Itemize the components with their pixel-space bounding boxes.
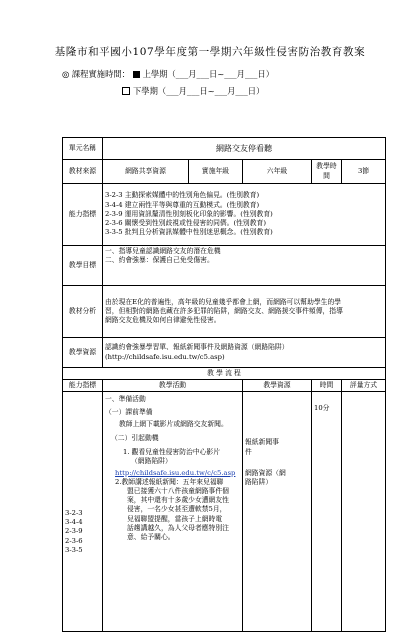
flow-indicator-code: 3-4-4	[65, 518, 83, 527]
indicator-item: 3-3-5 批判且分析資訊媒體中性別迷思概念。(性別教育)	[105, 228, 273, 237]
column-resource: 教學資源	[243, 380, 312, 392]
activity-text: 盟已接獲六十八件孩童網路事件個	[127, 487, 229, 496]
activity-subheading: （二）引起動機	[111, 434, 159, 443]
flow-assessment	[342, 392, 386, 632]
checked-box-icon[interactable]	[133, 71, 140, 78]
first-semester-option: 上學期（___月___日~___月___日）	[142, 69, 275, 79]
analysis-line: 網路交友危機及如何自律避免性侵害。	[105, 316, 221, 325]
unit-label: 單元名稱	[63, 138, 103, 160]
schedule-second-semester	[122, 85, 264, 97]
resource-text: 件	[245, 447, 252, 456]
resource-row	[63, 338, 386, 368]
indicator-item: 2-3-6 關懷受到性別歧視或性侵害的同儕。(性別教育)	[105, 219, 266, 228]
grade-label: 實施年級	[189, 160, 243, 184]
goal-list	[103, 246, 386, 286]
analysis-text	[103, 286, 386, 338]
activity-text: 話趨講越久，為人父母者應特別注	[127, 523, 229, 532]
schedule-first-semester	[62, 68, 274, 80]
unchecked-box-icon[interactable]	[122, 87, 130, 95]
second-semester-option: 下學期（___月___日~___月___日）	[133, 86, 265, 96]
document-title: 基隆市和平國小107學年度第一學期六年級性侵害防治教育教案	[54, 46, 366, 58]
time-label: 教學時間	[312, 160, 342, 184]
analysis-label: 教材分析	[63, 286, 103, 338]
analysis-row	[63, 286, 386, 338]
activity-text: （網路陷阱）	[131, 457, 172, 466]
column-activity: 教學活動	[103, 380, 243, 392]
column-indicator: 能力指標	[63, 380, 103, 392]
activity-text: 1. 觀看兒童性侵害防治中心影片	[123, 448, 221, 457]
indicator-item: 2-3-9 運用資訊釐清性別刻板化印象的影響。(性別教育)	[105, 209, 273, 218]
activity-text: 2.教師講述報紙新聞：五年來兒福聯	[115, 477, 224, 486]
activity-text: 案，其中還有十多歲少女遭網友性	[127, 496, 229, 505]
lesson-plan-table	[62, 137, 386, 632]
activity-text: 教師上網下載影片或網路交友新聞。	[119, 419, 228, 428]
column-assessment: 評量方式	[342, 380, 386, 392]
indicator-item: 3-2-3 主動探索媒體中的性別角色偏見。(性別教育)	[105, 191, 260, 200]
resource-text: 網路資源（網	[245, 468, 286, 477]
resource-line: 認識約會強暴學習單、報紙新聞事件及網路資源（網路陷阱）	[105, 343, 289, 352]
video-link[interactable]: http://childsafe.isu.edu.tw/c/c5.asp	[115, 468, 236, 477]
indicator-item: 3-4-4 建立兩性平等與尊重的互動模式。(性別教育)	[105, 200, 260, 209]
flow-indicator-code: 2-3-6	[65, 536, 83, 545]
flow-activities	[103, 392, 243, 632]
schedule-label: ◎ 課程實施時間：	[62, 69, 130, 79]
flow-columns-row	[63, 380, 386, 392]
flow-body-row	[63, 392, 386, 632]
time-value: 3節	[342, 160, 386, 184]
activity-section-heading: 一、準備活動	[105, 395, 146, 404]
activity-text: 侵害，一名少女甚至遭軟禁5月，	[127, 505, 227, 514]
goal-item: 二、約會強暴：保護自己免受傷害。	[105, 256, 214, 265]
resource-label: 教學資源	[63, 338, 103, 368]
grade-value: 六年級	[243, 160, 312, 184]
unit-name: 網路交友停看聽	[103, 138, 386, 160]
flow-indicator-code: 3-3-5	[65, 545, 83, 554]
activity-text: 意、給予關心。	[127, 533, 175, 542]
source-row	[63, 160, 386, 184]
flow-time: 10分	[312, 392, 342, 632]
unit-row	[63, 138, 386, 160]
goal-item: 一、指導兒童認識網路交友的潛在危機	[105, 247, 221, 255]
indicator-label: 能力指標	[63, 184, 103, 246]
source-value: 網路共享資源	[103, 160, 189, 184]
activity-subheading: （一）課前準備	[105, 407, 153, 416]
analysis-line: 習，但相對的網路也藏在許多犯罪的陷阱，網路交友、網路援交事件頻傳，指導	[105, 306, 343, 315]
resource-text	[103, 338, 386, 368]
flow-indicator-code: 2-3-9	[65, 527, 83, 536]
analysis-line: 由於現在E化的普遍性，高年級的兒童幾乎都會上網，而網路可以幫助學生的學	[105, 297, 342, 306]
flow-indicators	[63, 392, 103, 632]
flow-header: 教 學 流 程	[63, 368, 386, 380]
flow-indicator-code: 3-2-3	[65, 508, 83, 517]
resource-url: (http://childsafe.isu.edu.tw/c5.asp)	[105, 352, 225, 361]
goal-row	[63, 246, 386, 286]
activity-text: 兒福聯盟提醒，當孩子上網時電	[127, 514, 223, 523]
flow-header-row	[63, 368, 386, 380]
flow-resources	[243, 392, 312, 632]
indicator-list	[103, 184, 386, 246]
source-label: 教材來源	[63, 160, 103, 184]
goal-label: 教學目標	[63, 246, 103, 286]
resource-text: 報紙新聞事	[245, 438, 279, 447]
indicator-row	[63, 184, 386, 246]
column-time: 時間	[312, 380, 342, 392]
resource-text: 路陷阱）	[245, 478, 273, 487]
